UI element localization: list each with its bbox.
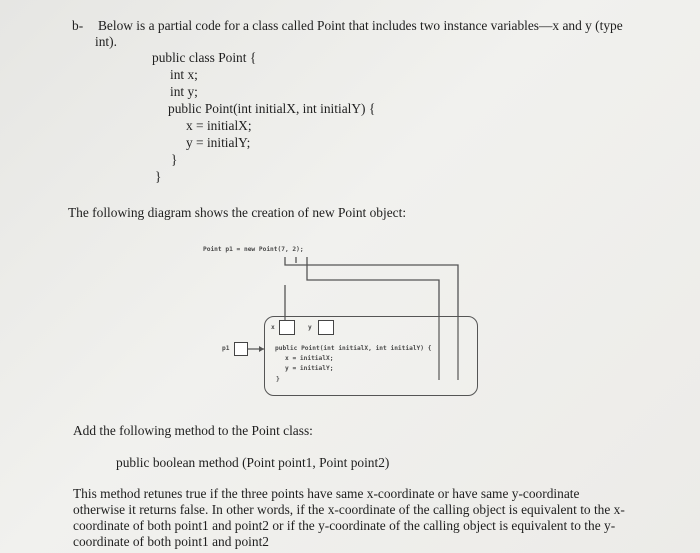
diagram-ctor-body-x: x = initialX; [285,355,334,362]
code-line-int-y: int y; [170,84,198,99]
code-line-assign-x: x = initialX; [186,118,252,133]
code-line-close-constructor: } [171,152,178,167]
code-line-int-x: int x; [170,67,198,82]
explanation-line-3: coordinate of both point1 and point2 or if the y-coordinate of the calling object is equivalent to the y- [73,518,616,533]
explanation-line-2: otherwise it returns false. In other words, if the x-coordinate of the calling object is equivalent to the x- [73,502,625,517]
diagram-statement: Point p1 = new Point(7, 2); [203,246,304,253]
diagram-intro-text: The following diagram shows the creation of new Point object: [68,205,407,220]
code-line-close-class: } [155,169,162,184]
diagram-ctor-line: public Point(int initialX, int initialY) { [275,345,432,352]
field-x-label: x [271,324,275,331]
question-label: b- [72,18,84,33]
question-intro-line-2: int). [95,34,117,49]
reference-p1-label: p1 [222,345,230,352]
explanation-line-1: This method retunes true if the three points have same x-coordinate or have same y-coordinate [73,486,580,501]
diagram-ctor-close: } [276,376,280,383]
code-line-assign-y: y = initialY; [186,135,251,150]
field-y-box [318,320,334,335]
explanation-line-4: coordinate of both point1 and point2 [73,534,269,549]
field-y-label: y [308,324,312,331]
code-line-class: public class Point { [152,50,257,65]
task-intro-text: Add the following method to the Point class: [73,423,313,438]
reference-p1-box [234,342,248,356]
method-signature: public boolean method (Point point1, Point point2) [116,455,390,470]
diagram-ctor-body-y: y = initialY; [285,365,334,372]
field-x-box [279,320,295,335]
code-line-constructor: public Point(int initialX, int initialY) { [168,101,376,116]
question-intro-line-1: Below is a partial code for a class called Point that includes two instance variables—x and y (type [98,18,623,33]
